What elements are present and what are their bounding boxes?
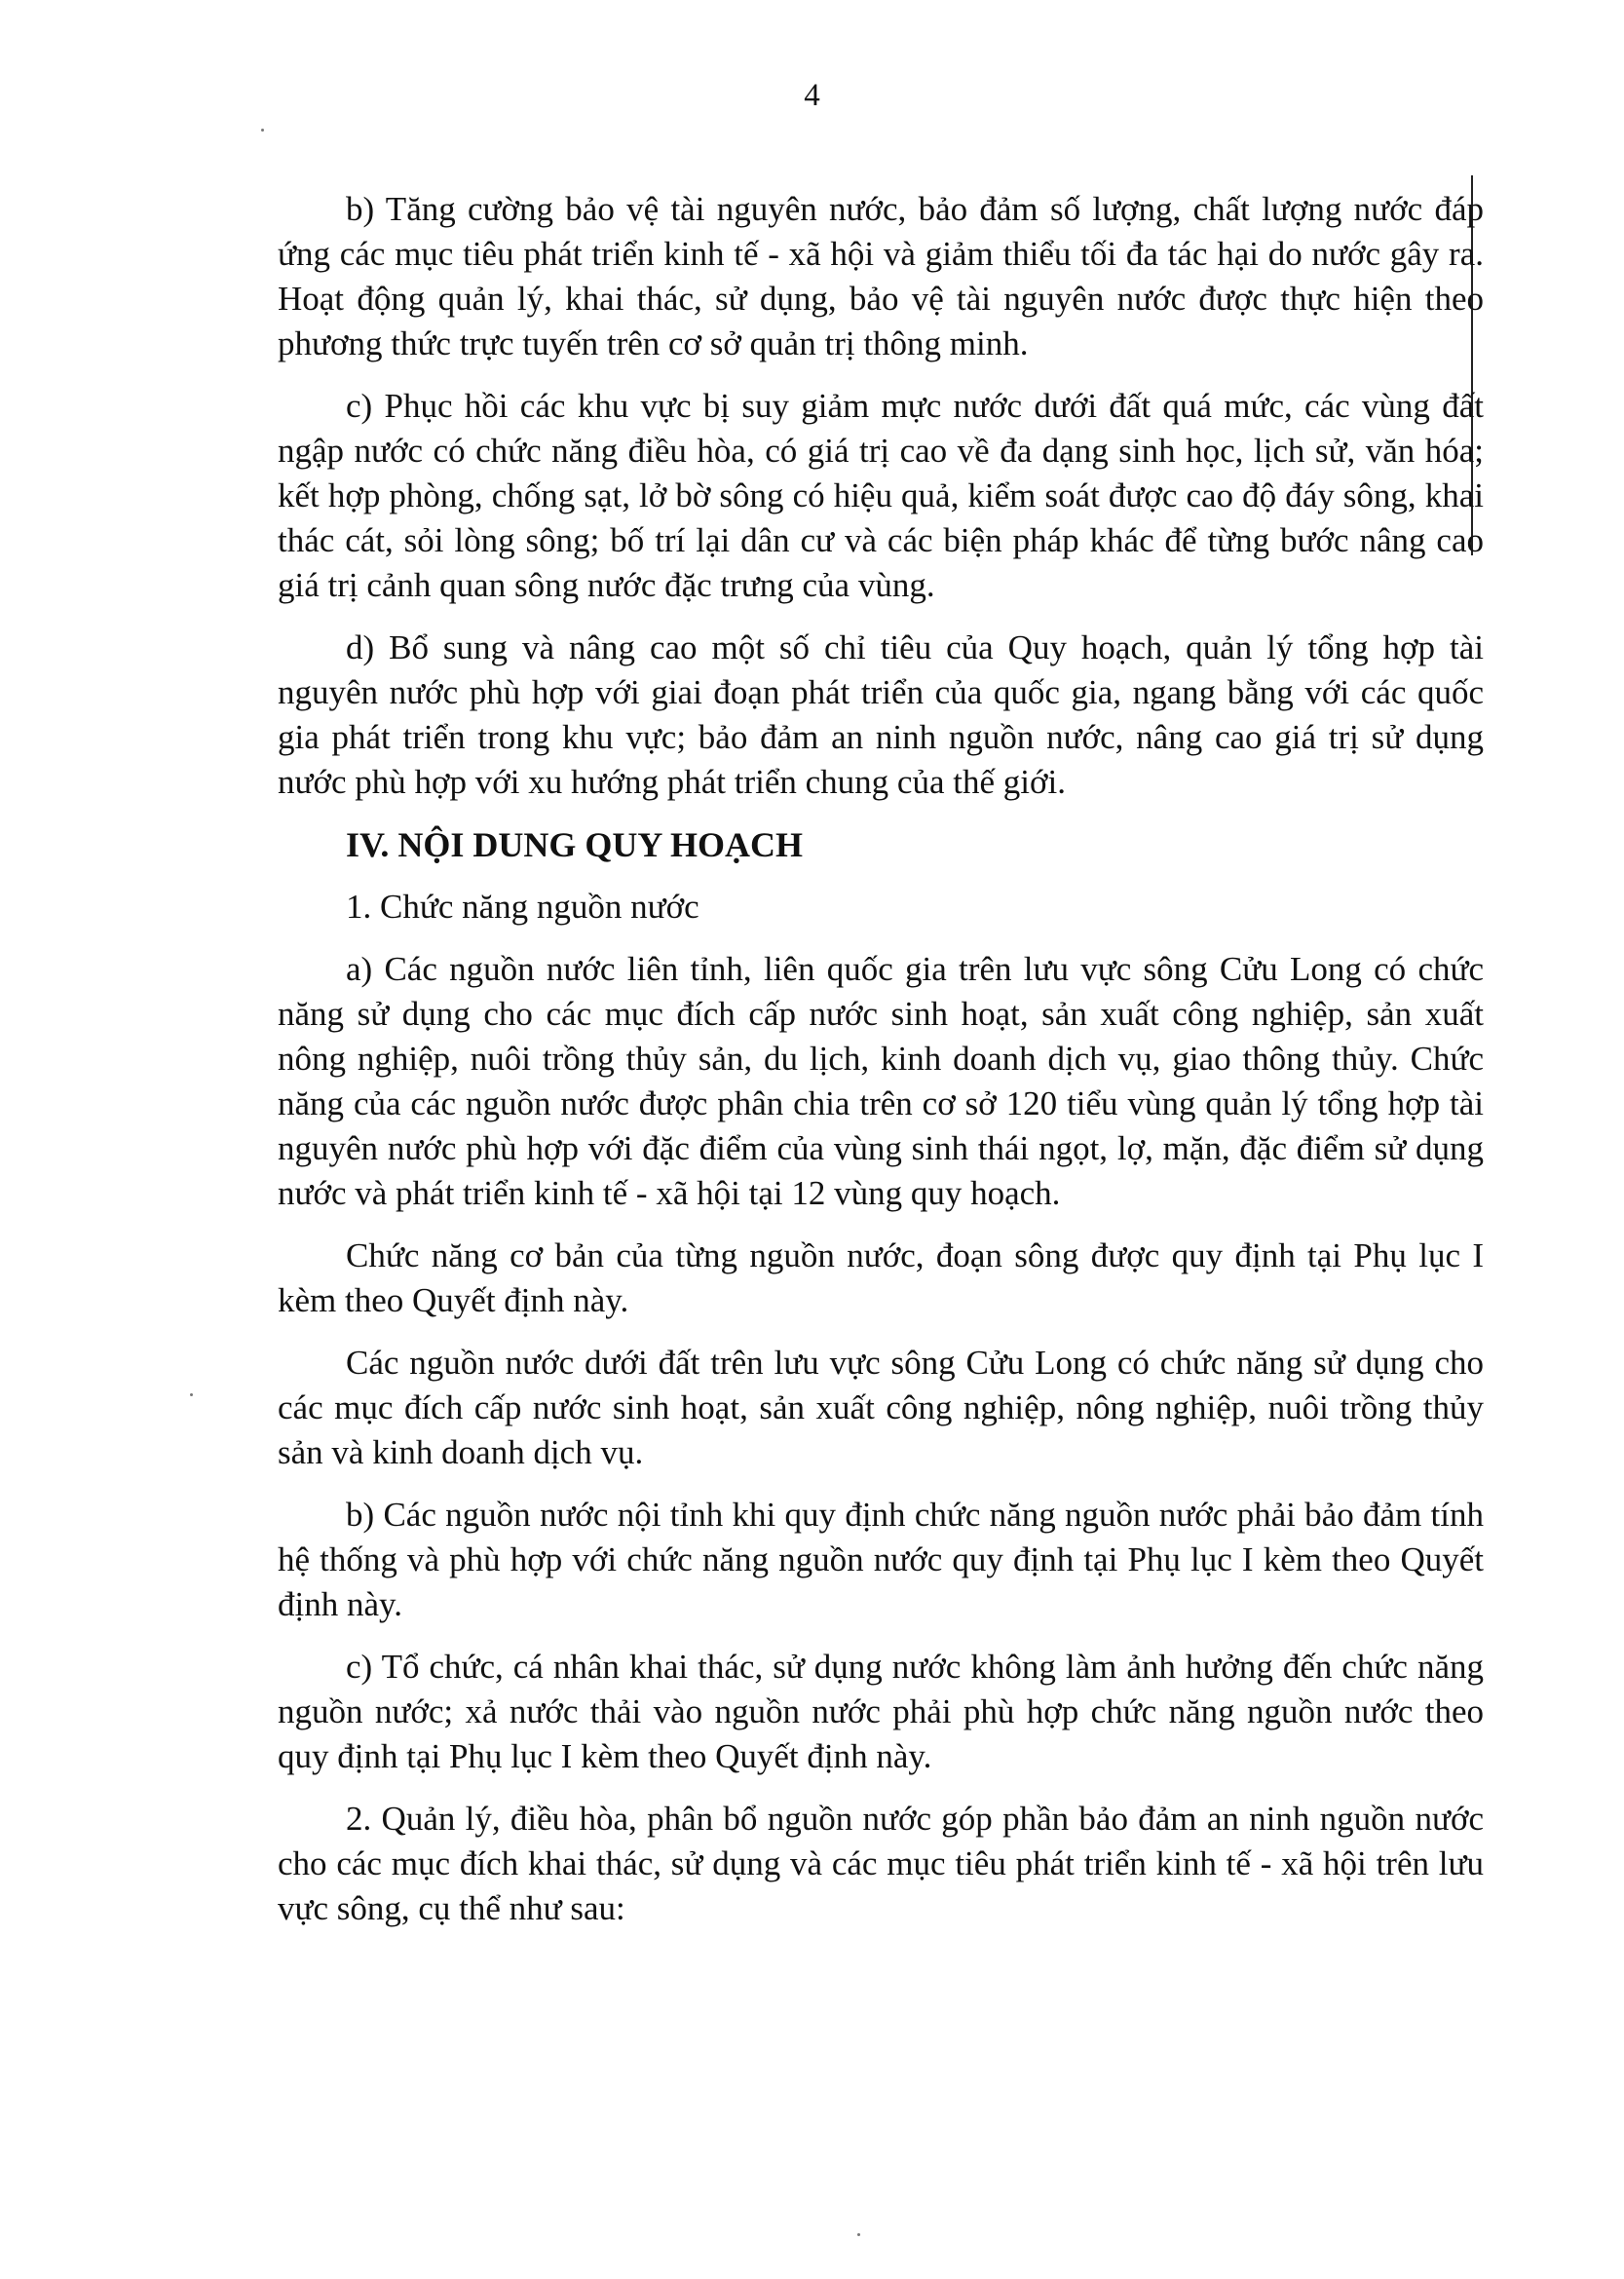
scan-speck [261, 129, 264, 132]
paragraph-groundwater: Các nguồn nước dưới đất trên lưu vực sông Cửu Long có chức năng sử dụng cho các mục đích cấp nước sinh hoạt, sản xuất công nghiệp, nông nghiệp, nuôi trồng thủy sản và kinh doanh dịch vụ. [278, 1344, 1484, 1471]
paragraph-b-water-protection: b) Tăng cường bảo vệ tài nguyên nước, bảo đảm số lượng, chất lượng nước đáp ứng các mục tiêu phát triển kinh tế - xã hội và giảm thiểu tối đa tác hại do nước gây ra. Hoạt động quản lý, khai thác, sử dụng, bảo vệ tài nguyên nước được thực hiện theo phương thức trực tuyến trên cơ sở quản trị thông minh. [278, 190, 1484, 362]
scan-speck [190, 1393, 193, 1396]
paragraph-c-restoration: c) Phục hồi các khu vực bị suy giảm mực nước dưới đất quá mức, các vùng đất ngập nước có chức năng điều hòa, có giá trị cao về đa dạng sinh học, lịch sử, văn hóa; kết hợp phòng, chống sạt, lở bờ sông có hiệu quả, kiểm soát được cao độ đáy sông, khai thác cát, sỏi lòng sông; bố trí lại dân cư và các biện pháp khác để từng bước nâng cao giá trị cảnh quan sông nước đặc trưng của vùng. [278, 387, 1484, 604]
paragraph-c-organizations: c) Tổ chức, cá nhân khai thác, sử dụng nước không làm ảnh hưởng đến chức năng nguồn nước; xả nước thải vào nguồn nước phải phù hợp chức năng nguồn nước theo quy định tại Phụ lục I kèm theo Quyết định này. [278, 1648, 1484, 1775]
document-body [278, 187, 1484, 1949]
paragraph-b-provincial: b) Các nguồn nước nội tỉnh khi quy định chức năng nguồn nước phải bảo đảm tính hệ thống và phù hợp với chức năng nguồn nước quy định tại Phụ lục I kèm theo Quyết định này. [278, 1496, 1484, 1623]
scan-speck [857, 2233, 860, 2236]
paragraph-2-management: 2. Quản lý, điều hòa, phân bổ nguồn nước góp phần bảo đảm an ninh nguồn nước cho các mục đích khai thác, sử dụng và các mục tiêu phát triển kinh tế - xã hội trên lưu vực sông, cụ thể như sau: [278, 1800, 1484, 1927]
paragraph-a-functions: a) Các nguồn nước liên tỉnh, liên quốc gia trên lưu vực sông Cửu Long có chức năng sử dụng cho các mục đích cấp nước sinh hoạt, sản xuất công nghiệp, sản xuất nông nghiệp, nuôi trồng thủy sản, du lịch, kinh doanh dịch vụ, giao thông thủy. Chức năng của các nguồn nước được phân chia trên cơ sở 120 tiểu vùng quản lý tổng hợp tài nguyên nước phù hợp với đặc điểm của vùng sinh thái ngọt, lợ, mặn, đặc điểm sử dụng nước và phát triển kinh tế - xã hội tại 12 vùng quy hoạch. [278, 950, 1484, 1212]
page-number: 4 [804, 78, 820, 113]
subsection-title: 1. Chức năng nguồn nước [346, 888, 699, 926]
paragraph-basic-functions: Chức năng cơ bản của từng nguồn nước, đoạn sông được quy định tại Phụ lục I kèm theo Quyết định này. [278, 1236, 1484, 1319]
paragraph-d-indicators: d) Bổ sung và nâng cao một số chỉ tiêu của Quy hoạch, quản lý tổng hợp tài nguyên nước phù hợp với giai đoạn phát triển của quốc gia, ngang bằng với các quốc gia phát triển trong khu vực; bảo đảm an ninh nguồn nước, nâng cao giá trị sử dụng nước phù hợp với xu hướng phát triển chung của thế giới. [278, 628, 1484, 801]
section-heading: IV. NỘI DUNG QUY HOẠCH [346, 825, 804, 864]
